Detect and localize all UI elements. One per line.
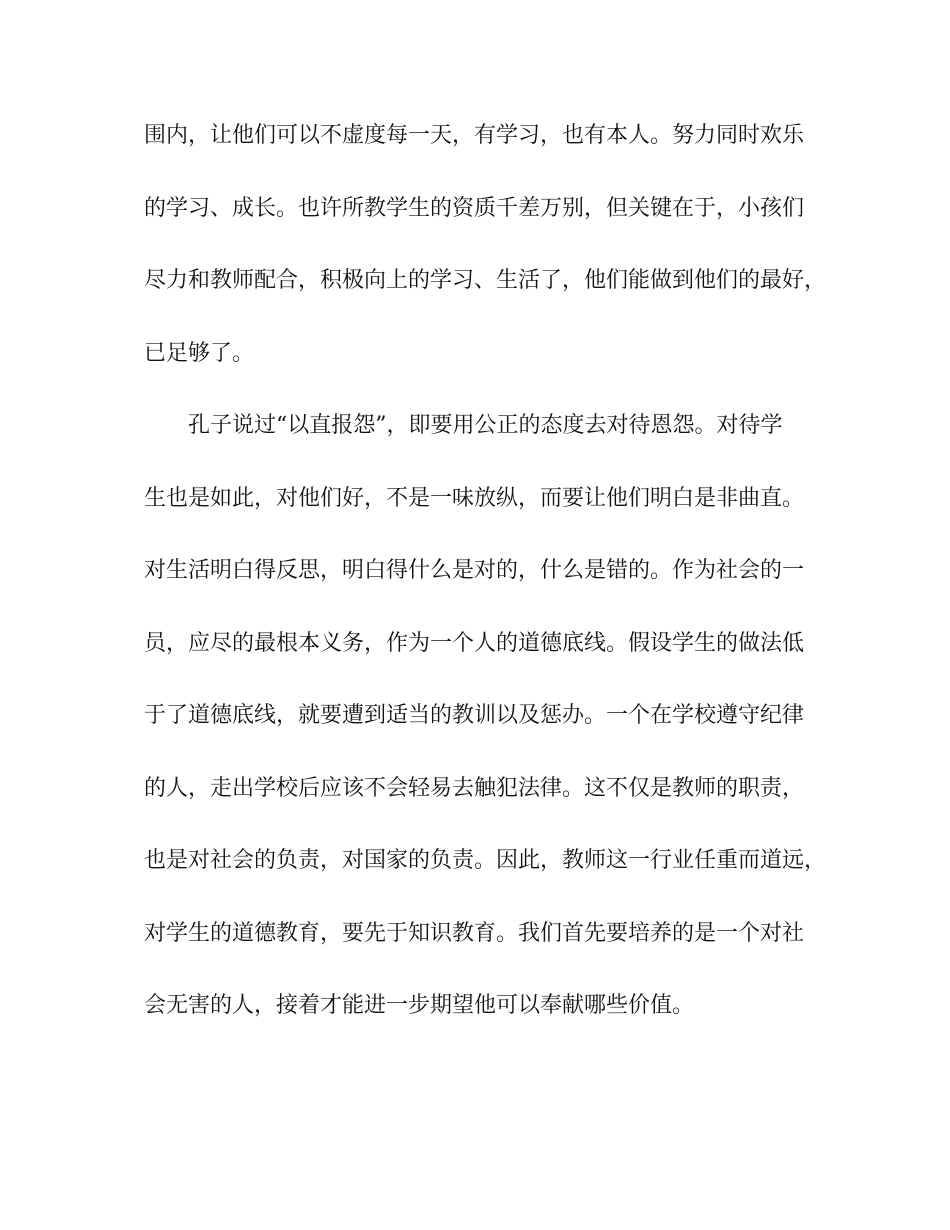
text-line: 也是对社会的负责，对国家的负责。因此，教师这一行业任重而道远， <box>144 848 827 873</box>
text-line: 生也是如此，对他们好，不是一味放纵，而要让他们明白是非曲直。 <box>144 485 805 511</box>
text-line: 对学生的道德教育，要先于知识教育。我们首先要培养的是一个对社 <box>144 920 805 946</box>
text-line: 员，应尽的最根本义务，作为一个人的道德底线。假设学生的做法低 <box>144 630 805 656</box>
text-line: 的学习、成长。也许所教学生的资质千差万别，但关键在于，小孩们 <box>144 195 805 221</box>
document-body <box>144 118 827 1024</box>
text-line: 尽力和教师配合，积极向上的学习、生活了，他们能做到他们的最好， <box>144 268 827 293</box>
text-line: 已足够了。 <box>144 340 255 366</box>
text-line: 的人，走出学校后应该不会轻易去触犯法律。这不仅是教师的职责， <box>144 775 805 801</box>
text-line: 会无害的人，接着才能进一步期望他可以奉献哪些价值。 <box>144 993 695 1018</box>
text-line: 围内，让他们可以不虚度每一天，有学习，也有本人。努力同时欢乐 <box>144 123 805 148</box>
paragraph-start-line: 孔子说过“以直报怨”，即要用公正的态度去对待恩怨。对待学 <box>188 413 783 438</box>
text-line: 对生活明白得反思，明白得什么是对的，什么是错的。作为社会的一 <box>144 558 805 583</box>
text-line: 于了道德底线，就要遭到适当的教训以及惩办。一个在学校遵守纪律 <box>144 703 805 728</box>
